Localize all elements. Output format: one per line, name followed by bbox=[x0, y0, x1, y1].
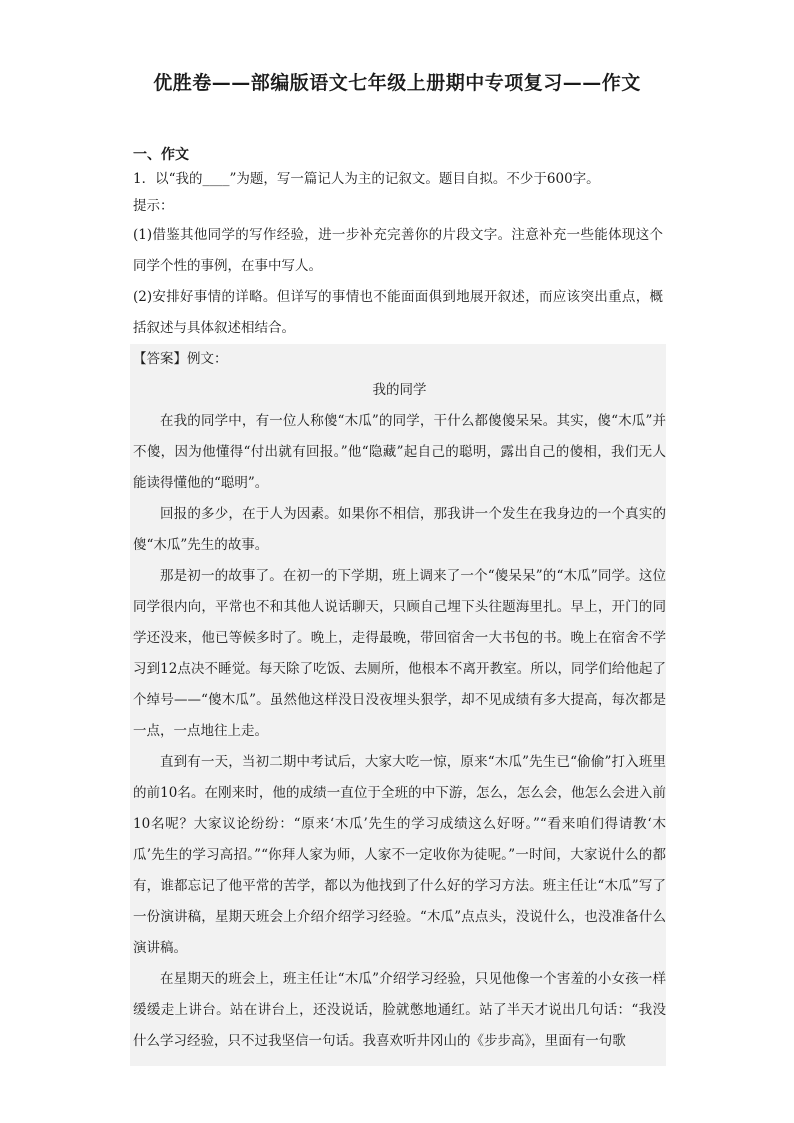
answer-block bbox=[130, 344, 666, 1066]
page-title: 优胜卷——部编版语文七年级上册期中专项复习——作文 bbox=[153, 72, 641, 94]
essay-paragraph: 在我的同学中，有一位人称傻“木瓜”的同学，干什么都傻傻呆呆。其实，傻“木瓜”并不傻，因为他懂得“付出就有回报。”他“隐藏”起自己的聪明，露出自己的傻相，我们无人能读得懂他的“聪明”。 bbox=[133, 413, 666, 491]
essay-paragraph: 那是初一的故事了。在初一的下学期，班上调来了一个“傻呆呆”的“木瓜”同学。这位同学很内向，平常也不和其他人说话聊天，只顾自己埋下头往题海里扎。早上，开门的同学还没来，他已等候多时了。晚上，走得最晚，带回宿舍一大书包的书。晚上在宿舍不学习到12点决不睡觉。每天除了吃饭、去厕所，他根本不离开教室。所以，同学们给他起了个绰号——“傻木瓜”。虽然他这样没日没夜埋头狠学，却不见成绩有多大提高，每次都是一点，一点地往上走。 bbox=[133, 568, 666, 739]
essay-paragraph: 回报的多少，在于人为因素。如果你不相信，那我讲一个发生在我身边的一个真实的傻“木瓜”先生的故事。 bbox=[133, 506, 666, 553]
section-heading: 一、作文 bbox=[133, 147, 189, 163]
answer-label: 【答案】例文： bbox=[133, 351, 228, 367]
hint-item: (2)安排好事情的详略。但详写的事情也不能面面俱到地展开叙述，而应该突出重点，概括叙述与具体叙述相结合。 bbox=[133, 289, 663, 336]
essay-paragraph: 直到有一天，当初二期中考试后，大家大吃一惊，原来“木瓜”先生已“偷偷”打入班里的前10名。在刚来时，他的成绩一直位于全班的中下游，怎么，怎么会，他怎么会进入前10名呢？大家议论纷纷：“原来‘木瓜’先生的学习成绩这么好呀。”“看来咱们得请教‘木瓜’先生的学习高招。”“你拜人家为师，人家不一定收你为徒呢。”一时间，大家说什么的都有，谁都忘记了他平常的苦学，都以为他找到了什么好的学习方法。班主任让“木瓜”写了一份演讲稿，星期天班会上介绍介绍学习经验。“木瓜”点点头，没说什么，也没准备什么演讲稿。 bbox=[133, 754, 666, 956]
hint-item: (1)借鉴其他同学的写作经验，进一步补充完善你的片段文字。注意补充一些能体现这个同学个性的事例，在事中写人。 bbox=[133, 227, 663, 274]
hint-label: 提示： bbox=[133, 198, 174, 214]
essay-title: 我的同学 bbox=[372, 382, 427, 398]
document-body bbox=[133, 144, 666, 1066]
essay-paragraph: 在星期天的班会上，班主任让“木瓜”介绍学习经验，只见他像一个害羞的小女孩一样缓缓走上讲台。站在讲台上，还没说话，脸就憋地通红。站了半天才说出几句话：“我没什么学习经验，只不过我坚信一句话。我喜欢听井冈山的《步步高》，里面有一句歌 bbox=[133, 971, 666, 1049]
question-text: 1．以“我的____”为题，写一篇记人为主的记叙文。题目自拟。不少于600字。 bbox=[133, 171, 600, 187]
